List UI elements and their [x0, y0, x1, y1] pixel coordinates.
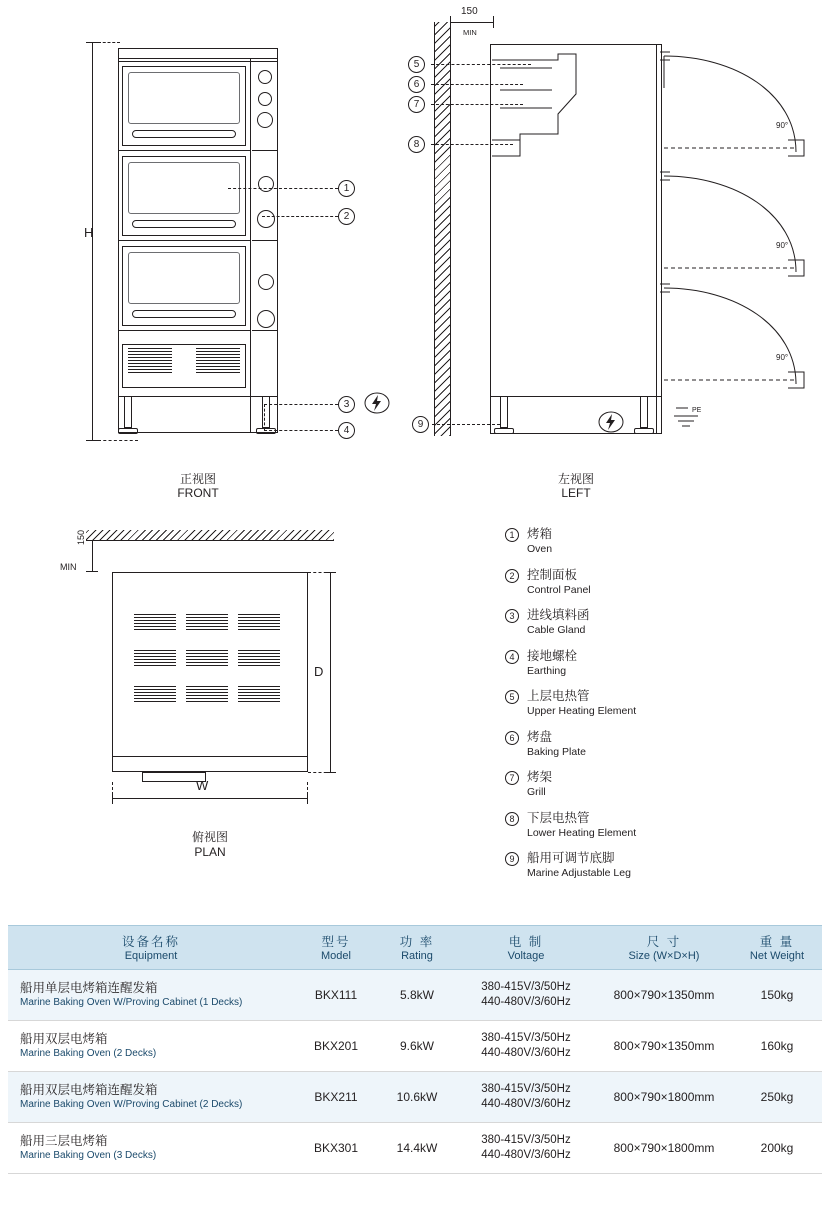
equipment-en: Marine Baking Oven (2 Decks) — [20, 1048, 157, 1059]
plan-caption-cn: 俯视图 — [191, 830, 228, 844]
voltage-line-2: 440-480V/3/60Hz — [481, 1047, 571, 1059]
legend-item-baking-plate — [505, 730, 825, 759]
width-ext-left — [112, 782, 113, 800]
front-leg-left-foot — [118, 428, 138, 434]
callout-2-leader — [262, 216, 338, 217]
legend-en-6: Baking Plate — [527, 745, 586, 758]
plan-clearance-tick-top — [86, 540, 98, 541]
header-equipment-cn: 设备名称 — [121, 935, 180, 949]
left-cable-gland-symbol-icon — [598, 410, 624, 434]
cell-equipment — [8, 1072, 294, 1123]
cell-voltage — [456, 1123, 596, 1174]
clearance-tick-left — [450, 16, 451, 28]
callout-7-marker: 7 — [408, 96, 425, 113]
legend-item-grill — [505, 770, 825, 799]
plan-vent-7 — [134, 686, 176, 702]
left-base-divider — [490, 396, 662, 397]
callout-5-leader — [431, 64, 531, 65]
svg-text:90°: 90° — [776, 121, 789, 130]
left-leg-back-foot — [634, 428, 654, 434]
plan-cabinet-outline — [112, 572, 308, 772]
height-ext-top — [98, 42, 120, 43]
front-top-trim — [118, 58, 278, 59]
svg-text:90°: 90° — [776, 241, 789, 250]
legend-num-4: 4 — [505, 650, 519, 664]
callout-4-leader-v — [264, 404, 265, 430]
legend-item-marine-adjustable-leg — [505, 851, 825, 880]
front-base-louver-left — [128, 348, 172, 374]
width-ext-right — [307, 782, 308, 800]
front-base-divider — [118, 396, 278, 397]
front-panel-divider-1 — [252, 150, 278, 151]
front-caption-cn: 正视图 — [179, 472, 216, 486]
cell-equipment — [8, 970, 294, 1021]
legend-en-4: Earthing — [527, 664, 567, 677]
svg-text:90°: 90° — [776, 353, 789, 362]
svg-text:PE: PE — [692, 407, 702, 414]
plan-vent-1 — [134, 614, 176, 630]
callout-6-marker: 6 — [408, 76, 425, 93]
header-weight-en: Net Weight — [749, 950, 805, 962]
depth-label: D — [314, 664, 324, 679]
spec-table-body — [8, 970, 822, 1174]
legend-num-5: 5 — [505, 690, 519, 704]
table-header-row — [8, 926, 822, 970]
legend-cn-9: 船用可调节底脚 — [527, 851, 615, 865]
depth-ext-top — [308, 572, 332, 573]
plan-clearance-value-label: 150 — [76, 529, 86, 545]
header-weight-cn: 重 量 — [759, 935, 795, 949]
header-model-cn: 型号 — [321, 935, 351, 949]
legend-cn-6: 烤盘 — [527, 729, 553, 744]
callout-7-leader — [431, 104, 523, 105]
legend-list — [505, 527, 825, 892]
front-control-column-divider — [250, 58, 251, 433]
cell-model: BKX211 — [294, 1072, 378, 1123]
header-rating-cn: 功 率 — [399, 935, 435, 949]
cell-weight: 250kg — [732, 1072, 822, 1123]
cell-weight: 150kg — [732, 970, 822, 1021]
cell-size: 800×790×1800mm — [596, 1123, 732, 1174]
plan-vent-3 — [238, 614, 280, 630]
left-caption-cn: 左视图 — [557, 472, 594, 486]
cell-model: BKX301 — [294, 1123, 378, 1174]
plan-clearance-min-label: MIN — [60, 562, 77, 572]
equipment-en: Marine Baking Oven W/Proving Cabinet (1 Decks) — [20, 997, 243, 1008]
front-deck1-handle — [132, 130, 236, 138]
legend-cn-7: 烤架 — [527, 770, 553, 784]
callout-9-leader — [432, 424, 500, 425]
cell-model: BKX111 — [294, 970, 378, 1021]
clearance-value-label: 150 — [461, 6, 478, 17]
plan-vent-4 — [134, 650, 176, 666]
legend-en-1: Oven — [527, 543, 553, 555]
cell-model: BKX201 — [294, 1021, 378, 1072]
header-size — [596, 926, 732, 970]
front-panel-divider-2 — [252, 240, 278, 241]
legend-cn-2: 控制面板 — [527, 567, 578, 582]
voltage-line-1: 380-415V/3/50Hz — [481, 981, 571, 993]
front-knob-5[interactable] — [257, 210, 275, 228]
front-panel-divider-3 — [252, 330, 278, 331]
callout-8-marker: 8 — [408, 136, 425, 153]
callout-3-leader — [264, 404, 338, 405]
legend-en-7: Grill — [527, 786, 546, 798]
left-leg-front-foot — [494, 428, 514, 434]
legend-en-9: Marine Adjustable Leg — [527, 867, 631, 879]
legend-item-cable-gland — [505, 608, 825, 637]
header-size-cn: 尺 寸 — [646, 935, 682, 949]
table-row — [8, 970, 822, 1021]
front-top-trim-2 — [118, 61, 278, 62]
front-deck3-handle — [132, 310, 236, 318]
voltage-line-2: 440-480V/3/60Hz — [481, 996, 571, 1008]
clearance-min-label: MIN — [463, 28, 477, 37]
legend-num-9: 9 — [505, 852, 519, 866]
callout-1-marker: 1 — [338, 180, 355, 197]
cell-weight: 200kg — [732, 1123, 822, 1174]
legend-num-1: 1 — [505, 528, 519, 542]
plan-vent-5 — [186, 650, 228, 666]
legend-cn-8: 下层电热管 — [527, 810, 590, 825]
cell-size: 800×790×1800mm — [596, 1072, 732, 1123]
equipment-cn: 船用双层电烤箱 — [20, 1032, 108, 1046]
header-equipment — [8, 926, 294, 970]
height-label: H — [84, 225, 94, 240]
cell-voltage — [456, 1072, 596, 1123]
height-dim-tick-top — [86, 42, 98, 43]
equipment-cn: 船用双层电烤箱连醒发箱 — [20, 1083, 158, 1097]
legend-num-7: 7 — [505, 771, 519, 785]
legend-num-2: 2 — [505, 569, 519, 583]
front-knob-1[interactable] — [258, 70, 272, 84]
plan-clearance-dim-line — [92, 540, 93, 572]
plan-clearance-tick-bottom — [86, 571, 98, 572]
header-model-en: Model — [321, 950, 351, 962]
cell-voltage — [456, 1021, 596, 1072]
plan-wall-hatch — [86, 530, 334, 540]
header-weight — [732, 926, 822, 970]
voltage-line-1: 380-415V/3/50Hz — [481, 1032, 571, 1044]
cell-size: 800×790×1350mm — [596, 970, 732, 1021]
legend-num-6: 6 — [505, 731, 519, 745]
callout-8-leader — [431, 144, 513, 145]
legend-cn-1: 烤箱 — [527, 527, 553, 541]
callout-6-leader — [431, 84, 523, 85]
cell-equipment — [8, 1021, 294, 1072]
plan-vent-8 — [186, 686, 228, 702]
front-deck1-bottom-edge — [118, 150, 250, 151]
legend-num-3: 3 — [505, 609, 519, 623]
plan-wall-face — [86, 540, 334, 541]
width-label: W — [196, 778, 209, 793]
header-rating-en: Rating — [401, 950, 433, 962]
cell-weight: 160kg — [732, 1021, 822, 1072]
left-leg-back-post — [640, 396, 648, 428]
legend-cn-5: 上层电热管 — [527, 689, 590, 703]
front-deck3-bottom-edge — [118, 330, 250, 331]
pe-earth-symbol-icon — [672, 404, 706, 432]
cell-rating: 10.6kW — [378, 1072, 456, 1123]
plan-caption-en: PLAN — [194, 845, 226, 859]
equipment-cn: 船用三层电烤箱 — [20, 1134, 108, 1148]
door-swing-arcs — [656, 48, 820, 428]
header-size-en: Size (W×D×H) — [628, 950, 700, 962]
depth-dim-line — [330, 572, 331, 772]
front-deck1-window — [128, 72, 240, 124]
front-knob-4[interactable] — [258, 176, 274, 192]
cell-rating: 9.6kW — [378, 1021, 456, 1072]
cell-size: 800×790×1350mm — [596, 1021, 732, 1072]
header-equipment-en: Equipment — [124, 950, 178, 962]
front-knob-6[interactable] — [258, 274, 274, 290]
front-deck3-window — [128, 252, 240, 304]
front-deck2-handle — [132, 220, 236, 228]
clearance-dim-line — [450, 22, 494, 23]
front-base-louver-right — [196, 348, 240, 374]
front-leg-left-post — [124, 396, 132, 428]
plan-vent-6 — [238, 650, 280, 666]
table-row — [8, 1072, 822, 1123]
callout-1-leader — [228, 188, 338, 189]
legend-item-earthing — [505, 649, 825, 678]
spec-table-head — [8, 926, 822, 970]
cell-voltage — [456, 970, 596, 1021]
plan-front-edge — [112, 756, 308, 757]
callout-3-marker: 3 — [338, 396, 355, 413]
legend-item-lower-heating-element — [505, 811, 825, 840]
table-row — [8, 1021, 822, 1072]
voltage-line-1: 380-415V/3/50Hz — [481, 1083, 571, 1095]
equipment-cn: 船用单层电烤箱连醒发箱 — [20, 981, 158, 995]
height-dim-tick-bottom — [86, 440, 98, 441]
front-deck2-bottom-edge — [118, 240, 250, 241]
callout-4-marker: 4 — [338, 422, 355, 439]
legend-en-5: Upper Heating Element — [527, 705, 637, 717]
header-voltage-en: Voltage — [507, 950, 545, 962]
height-dim-line — [92, 42, 93, 440]
legend-item-control-panel — [505, 568, 825, 597]
legend-en-3: Cable Gland — [527, 624, 586, 636]
legend-cn-3: 进线填料函 — [527, 608, 590, 622]
width-dim-line — [112, 798, 308, 799]
voltage-line-2: 440-480V/3/60Hz — [481, 1149, 571, 1161]
cell-rating: 14.4kW — [378, 1123, 456, 1174]
legend-item-oven — [505, 527, 825, 556]
legend-item-upper-heating-element — [505, 689, 825, 718]
cell-rating: 5.8kW — [378, 970, 456, 1021]
front-knob-3[interactable] — [257, 112, 273, 128]
callout-2-marker: 2 — [338, 208, 355, 225]
header-voltage-cn: 电 制 — [508, 935, 544, 949]
table-row — [8, 1123, 822, 1174]
legend-cn-4: 接地螺栓 — [527, 648, 578, 663]
equipment-en: Marine Baking Oven (3 Decks) — [20, 1150, 157, 1161]
legend-num-8: 8 — [505, 812, 519, 826]
voltage-line-2: 440-480V/3/60Hz — [481, 1098, 571, 1110]
cable-gland-symbol-icon — [364, 392, 390, 414]
front-leg-right-foot — [256, 428, 276, 434]
legend-en-8: Lower Heating Element — [527, 826, 637, 839]
callout-9-marker: 9 — [412, 416, 429, 433]
left-leg-front-post — [500, 396, 508, 428]
depth-ext-bottom — [308, 772, 332, 773]
plan-vent-9 — [238, 686, 280, 702]
header-rating — [378, 926, 456, 970]
callout-5-marker: 5 — [408, 56, 425, 73]
header-voltage — [456, 926, 596, 970]
plan-vent-2 — [186, 614, 228, 630]
equipment-en: Marine Baking Oven W/Proving Cabinet (2 Decks) — [20, 1099, 243, 1110]
legend-en-2: Control Panel — [527, 583, 591, 596]
voltage-line-1: 380-415V/3/50Hz — [481, 1134, 571, 1146]
header-model — [294, 926, 378, 970]
callout-4-leader — [264, 430, 338, 431]
front-knob-2[interactable] — [258, 92, 272, 106]
height-ext-bottom — [98, 440, 138, 441]
front-caption-en: FRONT — [177, 486, 219, 500]
front-deck2-window — [128, 162, 240, 214]
spec-table — [8, 925, 822, 1174]
left-caption-en: LEFT — [561, 486, 591, 500]
front-knob-7[interactable] — [257, 310, 275, 328]
cell-equipment — [8, 1123, 294, 1174]
clearance-tick-right — [493, 16, 494, 28]
